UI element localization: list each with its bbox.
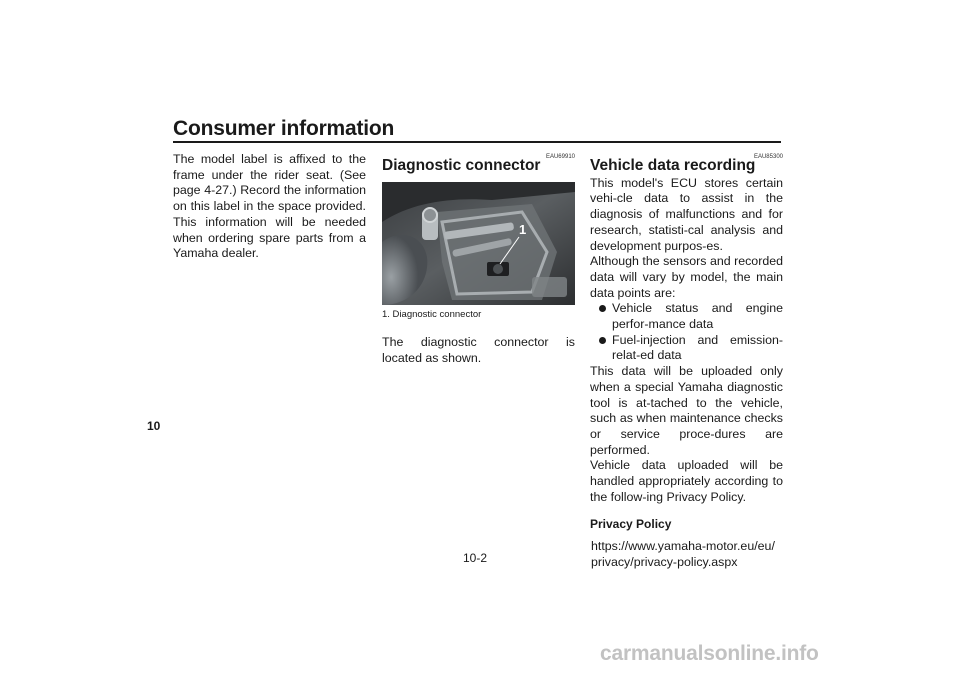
chapter-tab: 10 xyxy=(147,419,161,433)
photo-caption: 1. Diagnostic connector xyxy=(382,308,482,320)
privacy-url-line1[interactable]: https://www.yamaha-motor.eu/eu/ xyxy=(591,539,775,554)
privacy-policy-title: Privacy Policy xyxy=(590,517,672,532)
callout-number: 1 xyxy=(519,221,527,237)
privacy-policy-link[interactable] xyxy=(590,539,783,570)
vehicle-data-title: Vehicle data recording xyxy=(590,157,756,174)
bullet-icon xyxy=(599,305,606,312)
data-points-list xyxy=(590,301,783,364)
watermark: carmanualsonline.info xyxy=(600,642,819,665)
vehicle-data-intro: This model's ECU stores certain vehi-cle data to assist in the diagnosis of malfunctions and for research, statisti-cal analysis and development purpos-es. xyxy=(590,175,783,253)
list-item-text: Vehicle status and engine perfor-mance data xyxy=(612,301,783,332)
page-number: 10-2 xyxy=(463,551,488,565)
bullet-icon xyxy=(599,337,606,344)
vehicle-data-upload: This data will be uploaded only when a special Yamaha diagnostic tool is at-tached to the vehicle, such as when maintenance checks or service proce-dures are performed. xyxy=(590,364,783,457)
diagnostic-title: Diagnostic connector xyxy=(382,157,541,174)
list-item xyxy=(598,333,783,364)
section-code: EAU69910 xyxy=(545,154,575,160)
vehicle-data-section xyxy=(590,150,783,571)
page-title: Consumer information xyxy=(173,117,395,140)
diagnostic-paragraph: The diagnostic connector is located as shown. xyxy=(382,335,575,366)
diagnostic-section xyxy=(382,150,575,367)
section-code: EAU85300 xyxy=(753,154,783,160)
model-label-paragraph: The model label is affixed to the frame under the rider seat. (See page 4-27.) Record the information on this label in the space provided. This information will be needed when ordering spare parts from a Yamaha dealer. xyxy=(173,152,366,261)
privacy-url-line2[interactable]: privacy/privacy-policy.aspx xyxy=(591,554,738,569)
vehicle-data-handling: Vehicle data uploaded will be handled appropriately according to the follow-ing Privacy Policy. xyxy=(590,458,783,504)
list-item xyxy=(598,301,783,332)
diagnostic-connector-photo xyxy=(382,182,575,305)
list-item-text: Fuel-injection and emission-relat-ed data xyxy=(612,332,783,363)
header-rule xyxy=(173,141,781,143)
vehicle-data-sensors: Although the sensors and recorded data will vary by model, the main data points are: xyxy=(590,254,783,300)
